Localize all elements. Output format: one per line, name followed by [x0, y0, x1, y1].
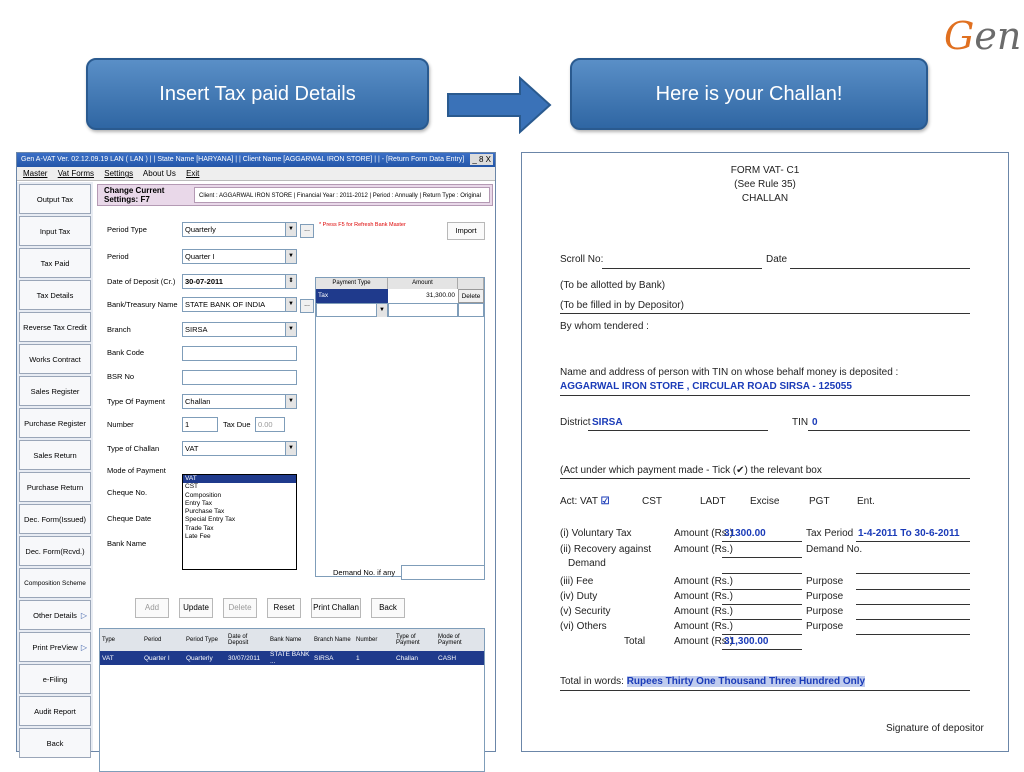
- delete-record-button[interactable]: Delete: [223, 598, 257, 618]
- period-type-select[interactable]: Quarterly ▼: [182, 222, 297, 237]
- amount-label: Amount (Rs.): [674, 591, 733, 602]
- new-action-cell: [458, 303, 484, 317]
- grid-cell: CASH: [438, 654, 457, 662]
- option-purchase-tax[interactable]: Purchase Tax: [185, 508, 225, 516]
- challan-title: CHALLAN: [741, 193, 789, 204]
- sidebar-purchase-return[interactable]: Purchase Return: [19, 472, 91, 502]
- bsr-label: BSR No: [107, 372, 135, 381]
- payment-new-row[interactable]: [316, 303, 484, 317]
- update-button[interactable]: Update: [179, 598, 213, 618]
- tin-label: TIN: [792, 417, 809, 428]
- grid-col-period: Period: [144, 637, 162, 643]
- add-button[interactable]: Add: [135, 598, 169, 618]
- grid-col-date: Date of Deposit: [228, 634, 249, 646]
- grid-cell: 30/07/2011: [228, 654, 261, 662]
- grid-cell: SIRSA: [314, 654, 334, 662]
- grid-col-mode: Mode of Payment: [438, 634, 462, 646]
- sidebar-dec-form-issued[interactable]: Dec. Form(Issued): [19, 504, 91, 534]
- amount-label: Amount (Rs.): [674, 576, 733, 587]
- import-button[interactable]: Import: [447, 222, 485, 240]
- tax-due-label: Tax Due: [223, 420, 251, 429]
- period-select[interactable]: Quarter I ▼: [182, 249, 297, 264]
- col-amount: Amount: [388, 278, 458, 289]
- dropdown-arrow-icon: ▼: [285, 223, 296, 236]
- sidebar-output-tax[interactable]: Output Tax: [19, 184, 91, 214]
- payment-row[interactable]: [316, 289, 484, 303]
- sidebar-purchase-register[interactable]: Purchase Register: [19, 408, 91, 438]
- dropdown-arrow-icon: ▼: [285, 323, 296, 336]
- payment-type-label: Type Of Payment: [107, 397, 165, 406]
- act-vat: Act: VAT ☑: [560, 496, 610, 507]
- row-label: (i) Voluntary Tax: [560, 528, 632, 539]
- sidebar-audit-report[interactable]: Audit Report: [19, 696, 91, 726]
- purpose-label: Purpose: [806, 576, 844, 587]
- act-ladt: LADT: [700, 496, 726, 507]
- challan-heading: FORM VAT- C1: [730, 165, 800, 176]
- allotted-note: (To be allotted by Bank): [560, 280, 666, 291]
- grid-cell: STATE BANK ...: [270, 651, 310, 665]
- purpose-label: Purpose: [806, 606, 844, 617]
- total-label: Total: [624, 636, 646, 647]
- grid-col-type: Type: [102, 637, 116, 643]
- branch-label: Branch: [107, 325, 131, 334]
- settings-info: Client : AGGARWAL IRON STORE | Financial Year : 2011-2012 | Period : Annually | Return Type : Original: [194, 187, 490, 203]
- amount-value: 31300.00: [724, 528, 766, 539]
- arrow-right-icon: [446, 76, 554, 134]
- menu-about[interactable]: About Us: [142, 169, 176, 178]
- bank-code-field[interactable]: [182, 346, 297, 361]
- row-label: (ii) Recovery against: [560, 544, 652, 555]
- menu-settings[interactable]: Settings: [104, 169, 134, 178]
- bank-label: Bank/Treasury Name: [107, 300, 178, 309]
- menu-vat-forms[interactable]: Vat Forms: [57, 169, 94, 178]
- option-composition[interactable]: Composition: [185, 491, 222, 499]
- grid-cell: Challan: [396, 654, 419, 662]
- new-payment-type-select[interactable]: [316, 303, 388, 317]
- dropdown-arrow-icon: ▼: [285, 298, 296, 311]
- sidebar-works-contract[interactable]: Works Contract: [19, 344, 91, 374]
- col-action: [458, 278, 484, 289]
- menubar: [17, 167, 495, 181]
- back-button[interactable]: Back: [371, 598, 405, 618]
- grid-cell: 1: [356, 654, 360, 662]
- grid-cell: Quarter I: [144, 654, 170, 662]
- sidebar-reverse-tax-credit[interactable]: Reverse Tax Credit: [19, 312, 91, 342]
- form-panel: [95, 182, 495, 751]
- purpose-label: Purpose: [806, 591, 844, 602]
- option-cst[interactable]: CST: [185, 483, 198, 491]
- payment-table: [315, 277, 485, 577]
- sidebar-input-tax[interactable]: Input Tax: [19, 216, 91, 246]
- payment-type-select[interactable]: Challan ▼: [182, 394, 297, 409]
- act-cst: CST: [642, 496, 662, 507]
- cheque-no-label: Cheque No.: [107, 488, 148, 497]
- callout-text: Insert Tax paid Details: [159, 82, 356, 105]
- tendered-label: By whom tendered :: [560, 321, 649, 332]
- print-challan-button[interactable]: Print Challan: [311, 598, 361, 618]
- callout-text: Here is your Challan!: [655, 82, 843, 105]
- district-value: SIRSA: [592, 417, 623, 428]
- expand-right-icon: ▷: [80, 642, 87, 652]
- act-note: (Act under which payment made - Tick (✔) the relevant box: [560, 465, 822, 476]
- grid-col-payment-type: Type of Payment: [396, 634, 420, 646]
- total-value: 31,300.00: [724, 636, 769, 647]
- deposit-date-field[interactable]: 30-07-2011 ⇕: [182, 274, 297, 289]
- dropdown-arrow-icon: ▼: [285, 250, 296, 263]
- amount-label: Amount (Rs.): [674, 528, 733, 539]
- act-excise: Excise: [750, 496, 780, 507]
- bank-code-label: Bank Code: [107, 348, 145, 357]
- sidebar-tax-paid[interactable]: Tax Paid: [19, 248, 91, 278]
- district-label: District: [560, 417, 591, 428]
- tax-paid-grid: [99, 628, 485, 772]
- date-label: Date: [766, 254, 788, 265]
- challan-rule: (See Rule 35): [734, 179, 796, 190]
- words-value: Rupees Thirty One Thousand Three Hundred Only: [626, 676, 866, 687]
- sidebar-sales-register[interactable]: Sales Register: [19, 376, 91, 406]
- grid-col-bank: Bank Name: [270, 637, 302, 643]
- period-type-browse-button[interactable]: ...: [300, 224, 314, 238]
- bank-select[interactable]: STATE BANK OF INDIA ▼: [182, 297, 297, 312]
- demand-no-label: Demand No.: [806, 544, 863, 555]
- challan-type-label: Type of Challan: [107, 444, 160, 453]
- delete-button[interactable]: Delete: [458, 289, 484, 303]
- branch-select[interactable]: SIRSA ▼: [182, 322, 297, 337]
- reset-button[interactable]: Reset: [267, 598, 301, 618]
- number-field[interactable]: 1: [182, 417, 218, 432]
- expand-right-icon: ▷: [80, 610, 87, 620]
- settings-bar: [97, 184, 493, 206]
- period-label: Period: [107, 252, 129, 261]
- demand-label: Demand No. if any: [333, 568, 396, 577]
- row-label: Demand: [568, 558, 606, 569]
- menu-exit[interactable]: Exit: [186, 169, 200, 178]
- row-label: (iii) Fee: [560, 576, 594, 587]
- sidebar-composition-scheme[interactable]: Composition Scheme: [19, 568, 91, 598]
- grid-col-period-type: Period Type: [186, 637, 218, 643]
- dropdown-arrow-icon: ▼: [285, 395, 296, 408]
- gen-logo: Gen: [944, 14, 1022, 58]
- challan-type-select[interactable]: VAT ▼: [182, 441, 297, 456]
- sidebar-sales-return[interactable]: Sales Return: [19, 440, 91, 470]
- depositor-name: AGGARWAL IRON STORE , CIRCULAR ROAD SIRSA - 125055: [560, 381, 852, 392]
- option-special-entry-tax[interactable]: Special Entry Tax: [185, 516, 236, 524]
- sidebar-back[interactable]: Back: [19, 728, 91, 758]
- purpose-label: Purpose: [806, 621, 844, 632]
- sidebar-tax-details[interactable]: Tax Details: [19, 280, 91, 310]
- mode-label: Mode of Payment: [107, 466, 166, 475]
- app-window: [16, 152, 496, 752]
- window-titlebar: [17, 153, 495, 167]
- dropdown-arrow-icon: ▼: [285, 442, 296, 455]
- grid-header: [100, 629, 484, 651]
- tax-period-label: Tax Period: [806, 528, 854, 539]
- amount-label: Amount (Rs.): [674, 636, 733, 647]
- amount-label: Amount (Rs.): [674, 544, 733, 555]
- tax-due-field: 0.00: [255, 417, 285, 432]
- scroll-label: Scroll No:: [560, 254, 604, 265]
- deposit-date-label: Date of Deposit (Cr.): [107, 277, 176, 286]
- grid-col-number: Number: [356, 637, 378, 643]
- row-label: (iv) Duty: [560, 591, 598, 602]
- option-late-fee[interactable]: Late Fee: [185, 533, 211, 541]
- new-amount-cell[interactable]: [388, 303, 458, 317]
- grid-col-branch: Branch Name: [314, 637, 351, 643]
- total-in-words: Total in words: Rupees Thirty One Thousand Three Hundred Only: [560, 676, 866, 687]
- dropdown-arrow-icon: ▼: [376, 304, 387, 317]
- demand-field[interactable]: [401, 565, 485, 580]
- tin-value: 0: [812, 417, 818, 428]
- bank-name-label: Bank Name: [107, 539, 147, 548]
- row-label: (vi) Others: [560, 621, 607, 632]
- grid-cell: VAT: [102, 654, 114, 662]
- challan-callout: [570, 58, 928, 130]
- amount-label: Amount (Rs.): [674, 621, 733, 632]
- sidebar-other-details[interactable]: Other Details ▷: [19, 600, 91, 630]
- spinner-icon: ⇕: [285, 275, 296, 288]
- checkbox-icon: ☑: [600, 496, 610, 507]
- period-type-label: Period Type: [107, 225, 147, 234]
- grid-cell: Quarterly: [186, 654, 213, 662]
- challan-type-dropdown[interactable]: [182, 474, 297, 570]
- bsr-field[interactable]: [182, 370, 297, 385]
- window-controls[interactable]: _ 8 X: [472, 155, 491, 164]
- act-ent: Ent.: [857, 496, 875, 507]
- col-payment-type: Payment Type: [316, 278, 388, 289]
- name-note: Name and address of person with TIN on whose behalf money is deposited :: [560, 367, 899, 378]
- payment-type-cell[interactable]: Tax: [318, 292, 329, 299]
- filled-note: (To be filled in by Depositor): [560, 300, 684, 311]
- signature-label: Signature of depositor: [886, 723, 984, 734]
- sidebar-print-preview[interactable]: Print PreView ▷: [19, 632, 91, 662]
- bank-browse-button[interactable]: ...: [300, 299, 314, 313]
- number-label: Number: [107, 420, 134, 429]
- option-trade-tax[interactable]: Trade Tax: [185, 524, 214, 532]
- amount-label: Amount (Rs.): [674, 606, 733, 617]
- sidebar: [17, 182, 93, 751]
- challan-document: [521, 152, 1009, 752]
- act-pgt: PGT: [809, 496, 830, 507]
- amount-cell[interactable]: 31,300.00: [388, 289, 458, 303]
- menu-master[interactable]: Master: [23, 169, 48, 178]
- tax-period-value: 1-4-2011 To 30-6-2011: [858, 528, 960, 539]
- refresh-note: * Press F5 for Refresh Bank Master: [319, 222, 406, 228]
- window-title: Gen A-VAT Ver. 02.12.09.19 LAN ( LAN ) | | State Name [HARYANA] | | Client Name [AGGARWAL IRON STORE] | | - [Return Form Data Entry]: [21, 156, 465, 163]
- row-label: (v) Security: [560, 606, 611, 617]
- grid-row[interactable]: [100, 651, 484, 665]
- insert-tax-callout: [86, 58, 429, 130]
- change-settings-label[interactable]: Change Current Settings: F7: [104, 186, 165, 204]
- option-vat[interactable]: VAT: [183, 475, 296, 483]
- option-entry-tax[interactable]: Entry Tax: [185, 499, 212, 507]
- sidebar-e-filing[interactable]: e-Filing: [19, 664, 91, 694]
- sidebar-dec-form-rcvd[interactable]: Dec. Form(Rcvd.): [19, 536, 91, 566]
- payment-table-header: [316, 278, 484, 289]
- cheque-date-label: Cheque Date: [107, 514, 152, 523]
